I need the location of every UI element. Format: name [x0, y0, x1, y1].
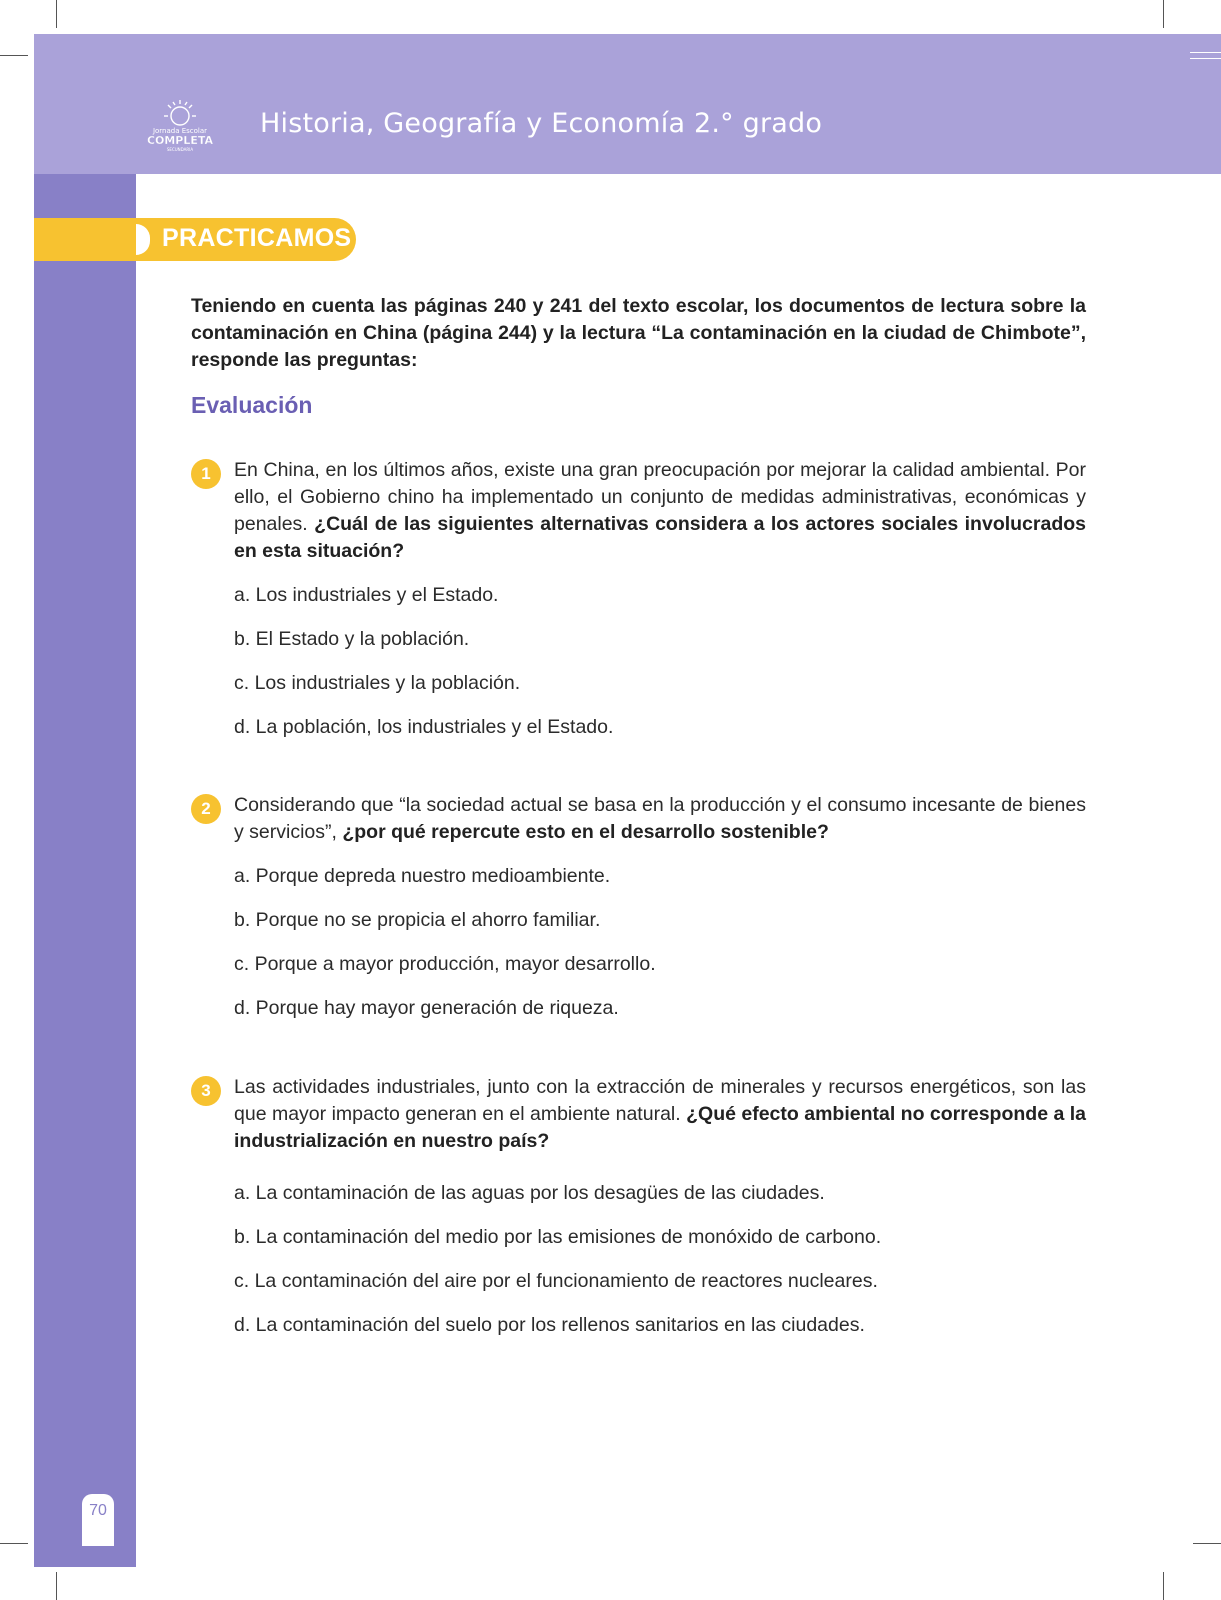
answer-option: c. Porque a mayor producción, mayor desarrollo. [234, 953, 656, 975]
section-title: Evaluación [191, 392, 313, 418]
jornada-escolar-logo [140, 96, 220, 156]
logo-line-1: Jornada Escolar [152, 127, 208, 135]
answer-option: c. Los industriales y la población. [234, 672, 521, 694]
question-statement: En China, en los últimos años, existe una gran preocupación por mejorar la calidad ambiental. Por ello, el Gobierno chino ha implementado un conjunto de medidas administrativas, económicas y penales. [234, 459, 1086, 535]
question-prompt: ¿Qué efecto ambiental no corresponde a la industrialización en nuestro país? [234, 1103, 1087, 1152]
logo-line-2: COMPLETA [146, 134, 214, 147]
answer-option: d. La contaminación del suelo por los rellenos sanitarios en las ciudades. [234, 1314, 865, 1336]
answer-option: c. La contaminación del aire por el funcionamiento de reactores nucleares. [234, 1270, 878, 1292]
crop-mark [0, 1543, 28, 1544]
answer-option: d. Porque hay mayor generación de riqueza. [234, 997, 619, 1019]
crop-mark [1193, 1543, 1221, 1544]
question-text [234, 792, 1086, 846]
logo-line-3: SECUNDARIA [166, 147, 194, 152]
header-rule [1190, 52, 1221, 53]
question-number-badge: 2 [191, 794, 221, 824]
question-number-badge: 1 [191, 459, 221, 489]
crop-mark [0, 55, 28, 56]
page-number: 70 [89, 1502, 107, 1519]
answer-option: a. La contaminación de las aguas por los desagües de las ciudades. [234, 1182, 825, 1204]
question-statement: Las actividades industriales, junto con la extracción de minerales y recursos energéticos, son las que mayor impacto generan en el ambiente natural. [234, 1076, 1086, 1125]
question-number-badge: 3 [191, 1076, 221, 1106]
crop-mark [1163, 1572, 1164, 1600]
practicamos-label: PRACTICAMOS [162, 224, 352, 252]
answer-option: b. La contaminación del medio por las emisiones de monóxido de carbono. [234, 1226, 882, 1248]
question-prompt: ¿por qué repercute esto en el desarrollo sostenible? [342, 821, 829, 843]
book-title: Historia, Geografía y Economía 2.° grado [260, 108, 823, 139]
sidebar-band [34, 174, 136, 1567]
question-statement: Considerando que “la sociedad actual se basa en la producción y el consumo incesante de bienes y servicios”, [234, 794, 1086, 843]
answer-option: b. El Estado y la población. [234, 628, 470, 650]
instructions-paragraph: Teniendo en cuenta las páginas 240 y 241 del texto escolar, los documentos de lectura sobre la contaminación en China (página 244) y la lectura “La contaminación en la ciudad de Chimbote”, responde las preguntas: [191, 295, 1086, 371]
question-prompt: ¿Cuál de las siguientes alternativas considera a los actores sociales involucrados en esta situación? [234, 513, 1087, 562]
crop-mark [1163, 0, 1164, 28]
crop-mark [56, 0, 57, 28]
answer-option: a. Porque depreda nuestro medioambiente. [234, 865, 611, 887]
crop-mark [56, 1572, 57, 1600]
answer-option: d. La población, los industriales y el Estado. [234, 716, 614, 738]
answer-option: b. Porque no se propicia el ahorro familiar. [234, 909, 601, 931]
header-rule [1190, 58, 1221, 59]
question-text [234, 457, 1086, 565]
answer-option: a. Los industriales y el Estado. [234, 584, 499, 606]
question-text [234, 1074, 1086, 1155]
